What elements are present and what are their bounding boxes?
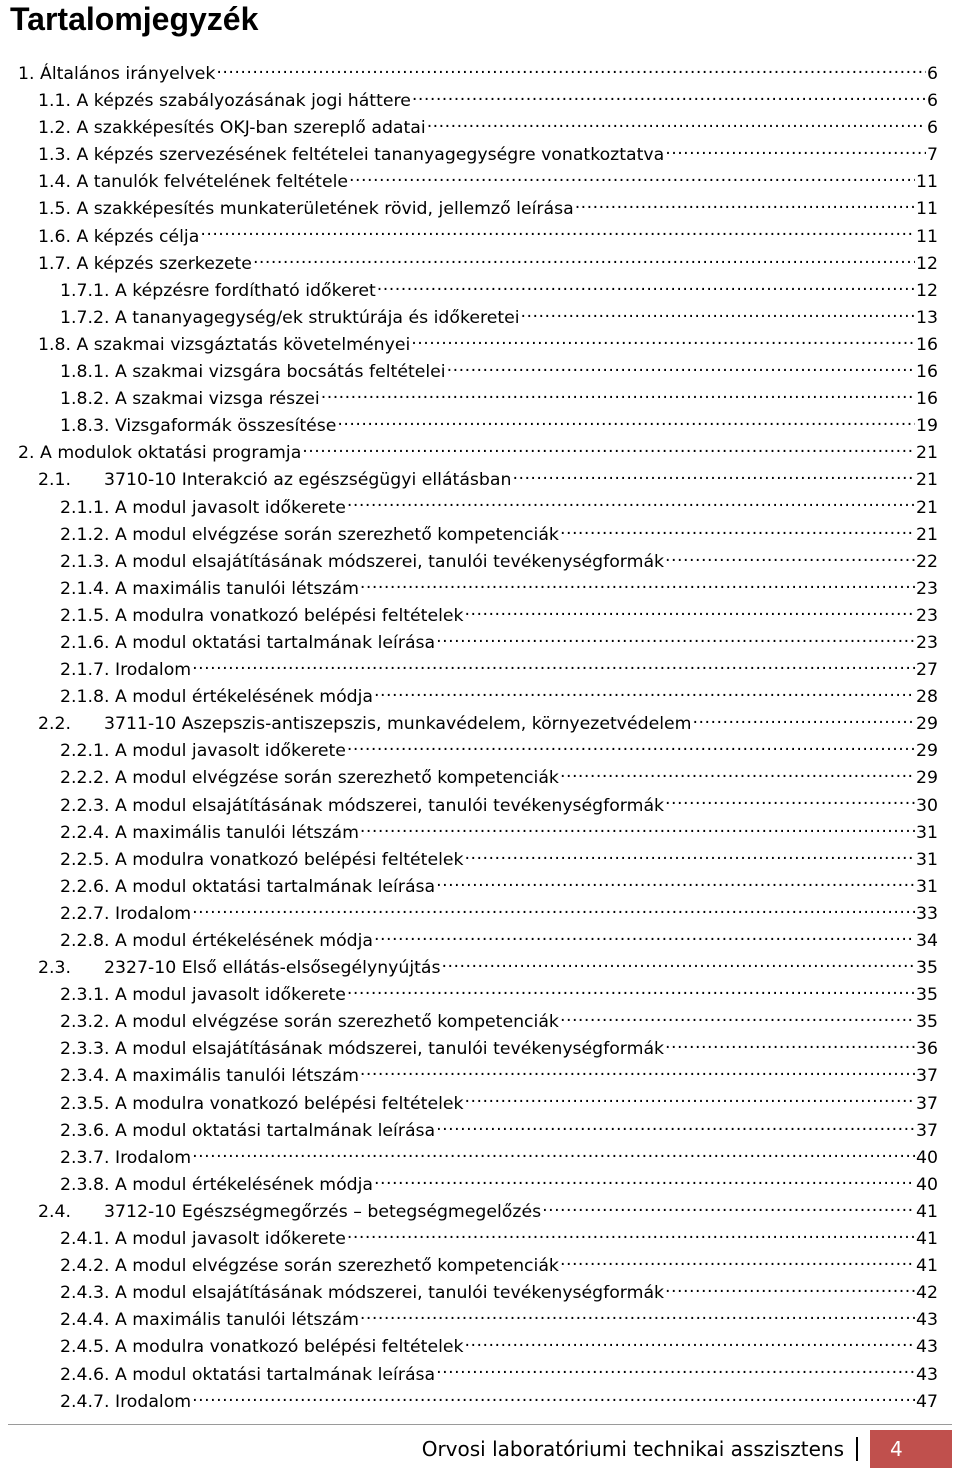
toc-entry-number: 1.8.3. — [60, 416, 110, 437]
toc-entry[interactable] — [0, 1145, 960, 1172]
toc-entry-title: A modul elsajátításának módszerei, tanulói tevékenységformák — [114, 795, 665, 816]
toc-entry-title: A képzés szerkezete — [76, 253, 252, 274]
toc-entry-number: 1.7.1. — [60, 280, 110, 301]
toc-entry-title: A szakmai vizsga részei — [114, 389, 320, 410]
toc-entry-number: 2.2.7. — [60, 903, 110, 924]
toc-entry-page: 29 — [916, 768, 938, 789]
toc-entry-page: 6 — [927, 64, 938, 84]
toc-entry-page: 23 — [916, 578, 938, 599]
toc-entry-title: A szakképesítés munkaterületének rövid, jellemző leírása — [76, 199, 574, 220]
toc-entry-page: 22 — [916, 551, 938, 572]
toc-entry[interactable] — [0, 413, 960, 440]
toc-entry-number: 1.4. — [38, 172, 71, 193]
toc-entry-page: 7 — [927, 145, 938, 166]
toc-entry-page: 43 — [916, 1337, 938, 1358]
toc-dot-leader — [192, 1389, 915, 1406]
toc-entry-title: A maximális tanulói létszám — [114, 578, 359, 599]
toc-entry-number: 1.3. — [38, 145, 71, 166]
toc-entry-title: A képzésre fordítható időkeret — [114, 280, 376, 301]
toc-entry-number: 2. — [18, 443, 35, 464]
toc-entry-page: 16 — [916, 362, 938, 383]
toc-entry-number: 2.4.2. — [60, 1256, 110, 1277]
toc-entry-page: 42 — [916, 1283, 938, 1304]
toc-entry-page: 41 — [916, 1229, 938, 1250]
toc-dot-leader — [665, 1037, 915, 1054]
toc-entry-page: 40 — [916, 1147, 938, 1168]
toc-entry[interactable] — [0, 603, 960, 630]
toc-entry-title: A modul értékelésének módja — [114, 687, 373, 708]
toc-dot-leader — [360, 1064, 915, 1081]
toc-entry-page: 30 — [916, 795, 938, 816]
toc-entry-number: 1.8. — [38, 334, 71, 355]
toc-entry-page: 21 — [916, 497, 938, 518]
toc-entry-number: 2.2.1. — [60, 741, 110, 762]
footer-separator — [856, 1437, 858, 1461]
toc-entry-number: 2.1.1. — [60, 497, 110, 518]
toc-entry-number: 1.2. — [38, 118, 71, 139]
toc-entry-number: 2.4.5. — [60, 1337, 110, 1358]
toc-dot-leader — [321, 387, 915, 404]
footer-divider — [8, 1424, 952, 1425]
toc-entry-title: A modul elvégzése során szerezhető kompetenciák — [114, 1012, 559, 1033]
toc-entry-number: 2.1. — [38, 470, 71, 491]
toc-entry[interactable] — [0, 576, 960, 603]
toc-entry-title: A képzés szervezésének feltételei tananyagegységre vonatkoztatva — [76, 145, 665, 166]
toc-entry-title: A modul elvégzése során szerezhető kompetenciák — [114, 768, 559, 789]
toc-entry-title: Vizsgaformák összesítése — [114, 416, 337, 437]
toc-entry-page: 21 — [916, 443, 938, 464]
toc-entry-title: A modul elsajátításának módszerei, tanulói tevékenységformák — [114, 1283, 665, 1304]
toc-entry-title: A szakképesítés OKJ-ban szereplő adatai — [76, 118, 426, 139]
toc-entry[interactable] — [0, 820, 960, 847]
toc-entry-title: 3711-10 Aszepszis-antiszepszis, munkavédelem, környezetvédelem — [104, 714, 692, 735]
toc-entry-page: 28 — [916, 687, 938, 708]
toc-entry-page: 31 — [916, 849, 938, 870]
toc-entry-title: A maximális tanulói létszám — [114, 822, 359, 843]
toc-dot-leader — [377, 278, 915, 295]
toc-entry[interactable] — [0, 278, 960, 305]
toc-entry[interactable] — [0, 657, 960, 684]
toc-dot-leader — [253, 251, 915, 268]
toc-entry-title: A tanulók felvételének feltétele — [76, 172, 349, 193]
toc-entry-page: 12 — [916, 280, 938, 301]
toc-entry-page: 35 — [916, 985, 938, 1006]
toc-entry[interactable] — [0, 928, 960, 955]
toc-dot-leader — [216, 62, 926, 79]
toc-entry-number: 2.4.3. — [60, 1283, 110, 1304]
toc-entry[interactable] — [0, 765, 960, 792]
toc-entry-title: A modul javasolt időkerete — [114, 741, 346, 762]
toc-entry[interactable] — [0, 1063, 960, 1090]
toc-entry-title: A modul elsajátításának módszerei, tanulói tevékenységformák — [114, 551, 665, 572]
toc-dot-leader — [374, 685, 915, 702]
toc-entry[interactable] — [0, 142, 960, 169]
toc-entry-title: A maximális tanulói létszám — [114, 1066, 359, 1087]
toc-entry-number: 2.4.6. — [60, 1364, 110, 1385]
footer-document-title: Orvosi laboratóriumi technikai asszisztens — [421, 1437, 844, 1461]
toc-entry-page: 40 — [916, 1174, 938, 1195]
toc-entry-title: A szakmai vizsgára bocsátás feltételei — [114, 362, 446, 383]
toc-dot-leader — [560, 1010, 915, 1027]
toc-entry-number: 2.1.2. — [60, 524, 110, 545]
toc-entry-page: 31 — [916, 876, 938, 897]
toc-dot-leader — [192, 658, 915, 675]
toc-entry-number: 2.3.7. — [60, 1147, 110, 1168]
toc-dot-leader — [412, 89, 926, 106]
toc-dot-leader — [436, 1118, 915, 1135]
toc-entry-title: A modul javasolt időkerete — [114, 1229, 346, 1250]
toc-entry-page: 16 — [916, 389, 938, 410]
toc-dot-leader — [560, 766, 915, 783]
toc-entry-number: 2.1.6. — [60, 632, 110, 653]
toc-entry[interactable] — [0, 305, 960, 332]
toc-entry[interactable] — [0, 224, 960, 251]
toc-entry-title: Irodalom — [114, 1391, 192, 1412]
toc-entry-number: 2.2. — [38, 714, 71, 735]
toc-entry[interactable] — [0, 1009, 960, 1036]
toc-entry[interactable] — [0, 1118, 960, 1145]
toc-entry-page: 47 — [916, 1391, 938, 1412]
toc-entry-page: 37 — [916, 1093, 938, 1114]
toc-entry-title: A modul értékelésének módja — [114, 931, 373, 951]
toc-entry-number: 2.2.6. — [60, 876, 110, 897]
toc-dot-leader — [665, 793, 915, 810]
toc-entry[interactable] — [0, 982, 960, 1009]
toc-entry-title: A maximális tanulói létszám — [114, 1310, 359, 1331]
toc-entry-title: A tananyagegység/ek struktúrája és időkeretei — [114, 307, 520, 328]
toc-dot-leader — [575, 197, 915, 214]
toc-dot-leader — [521, 306, 915, 323]
toc-dot-leader — [192, 902, 915, 919]
toc-entry[interactable] — [0, 1199, 960, 1226]
toc-entry-title: A modulra vonatkozó belépési feltételek — [114, 849, 464, 870]
toc-dot-leader — [512, 468, 915, 485]
toc-entry[interactable] — [0, 332, 960, 359]
toc-entry[interactable] — [0, 1253, 960, 1280]
toc-entry-number: 2.1.8. — [60, 687, 110, 708]
toc-entry-page: 37 — [916, 1066, 938, 1087]
toc-dot-leader — [360, 1308, 915, 1325]
toc-entry-page: 27 — [916, 660, 938, 681]
toc-dot-leader — [347, 1227, 915, 1244]
toc-entry[interactable] — [0, 901, 960, 928]
toc-dot-leader — [374, 1173, 915, 1190]
toc-dot-leader — [560, 1254, 915, 1271]
toc-entry[interactable] — [0, 630, 960, 657]
toc-dot-leader — [442, 956, 916, 973]
toc-entry[interactable] — [0, 115, 960, 142]
toc-entry-number: 2.3.5. — [60, 1093, 110, 1114]
toc-entry[interactable] — [0, 684, 960, 711]
toc-entry-page: 35 — [916, 1012, 938, 1033]
toc-entry-page: 35 — [916, 958, 938, 979]
toc-entry-title: A modulok oktatási programja — [40, 443, 302, 464]
toc-entry-title: A modul oktatási tartalmának leírása — [114, 876, 436, 897]
toc-dot-leader — [693, 712, 915, 729]
toc-entry-page: 6 — [927, 118, 938, 139]
toc-dot-leader — [337, 414, 915, 431]
toc-entry[interactable] — [0, 522, 960, 549]
toc-entry-page: 23 — [916, 605, 938, 626]
toc-entry[interactable] — [0, 495, 960, 522]
toc-entry-title: A modulra vonatkozó belépési feltételek — [114, 605, 464, 626]
toc-entry-title: A modul oktatási tartalmának leírása — [114, 1364, 436, 1385]
toc-entry[interactable] — [0, 738, 960, 765]
toc-entry-page: 29 — [916, 714, 938, 735]
toc-entry-title: A képzés szabályozásának jogi háttere — [76, 91, 411, 112]
toc-entry-page: 12 — [916, 253, 938, 274]
toc-entry-number: 2.2.5. — [60, 849, 110, 870]
toc-entry-title: A modul oktatási tartalmának leírása — [114, 1120, 436, 1141]
toc-entry-title: A modul oktatási tartalmának leírása — [114, 632, 436, 653]
toc-entry-number: 2.3.3. — [60, 1039, 110, 1060]
toc-entry[interactable] — [0, 847, 960, 874]
toc-entry-page: 29 — [916, 741, 938, 762]
toc-entry-page: 21 — [916, 524, 938, 545]
toc-entry[interactable] — [0, 359, 960, 386]
toc-entry-page: 33 — [916, 903, 938, 924]
toc-entry-title: 3712-10 Egészségmegőrzés – betegségmegelőzés — [104, 1201, 542, 1222]
toc-dot-leader — [542, 1200, 915, 1217]
toc-dot-leader — [436, 1362, 915, 1379]
toc-entry-page: 41 — [916, 1256, 938, 1277]
toc-entry-title: Irodalom — [114, 660, 192, 681]
toc-dot-leader — [427, 116, 926, 133]
toc-entry[interactable] — [0, 1362, 960, 1389]
toc-entry-page: 13 — [916, 307, 938, 328]
toc-entry-title: A modul elvégzése során szerezhető kompetenciák — [114, 524, 559, 545]
toc-entry[interactable] — [0, 386, 960, 413]
toc-dot-leader — [347, 495, 915, 512]
toc-entry[interactable] — [0, 440, 960, 467]
toc-entry-title: A modul elvégzése során szerezhető kompetenciák — [114, 1256, 559, 1277]
toc-entry-number: 2.1.4. — [60, 578, 110, 599]
toc-entry[interactable] — [0, 793, 960, 820]
toc-entry[interactable] — [0, 711, 960, 738]
toc-entry-title: A modulra vonatkozó belépési feltételek — [114, 1093, 464, 1114]
toc-entry-number: 2.1.3. — [60, 551, 110, 572]
toc-dot-leader — [665, 549, 915, 566]
toc-entry[interactable] — [0, 1334, 960, 1361]
toc-entry-page: 11 — [916, 226, 938, 247]
toc-entry-title: A modul elsajátításának módszerei, tanulói tevékenységformák — [114, 1039, 665, 1060]
toc-entry[interactable] — [0, 1172, 960, 1199]
toc-entry-title: 2327-10 Első ellátás-elsősegélynyújtás — [104, 958, 441, 979]
toc-entry-page: 11 — [916, 199, 938, 220]
toc-entry-number: 1.5. — [38, 199, 71, 220]
toc-entry-title: A képzés célja — [76, 226, 200, 247]
toc-entry-number: 2.1.7. — [60, 660, 110, 681]
toc-entry-page: 36 — [916, 1039, 938, 1060]
toc-dot-leader — [360, 576, 915, 593]
toc-entry-title: A modulra vonatkozó belépési feltételek — [114, 1337, 464, 1358]
toc-dot-leader — [665, 1281, 915, 1298]
toc-dot-leader — [347, 983, 915, 1000]
toc-entry[interactable] — [0, 1226, 960, 1253]
toc-entry[interactable] — [0, 955, 960, 982]
toc-entry-number: 2.1.5. — [60, 605, 110, 626]
toc-dot-leader — [436, 875, 915, 892]
toc-dot-leader — [374, 929, 915, 946]
toc-entry[interactable] — [0, 1036, 960, 1063]
toc-entry-number: 2.3.4. — [60, 1066, 110, 1087]
toc-dot-leader — [465, 1091, 915, 1108]
toc-dot-leader — [349, 170, 915, 187]
toc-entry-number: 1.7.2. — [60, 307, 110, 328]
toc-entry-page: 11 — [916, 172, 938, 193]
toc-entry-number: 1. — [18, 64, 35, 84]
toc-entry-page: 23 — [916, 632, 938, 653]
toc-dot-leader — [465, 1335, 915, 1352]
toc-entry-number: 2.3.1. — [60, 985, 110, 1006]
page-footer — [422, 1430, 952, 1468]
toc-dot-leader — [447, 360, 915, 377]
toc-entry-title: A modul értékelésének módja — [114, 1174, 373, 1195]
toc-entry[interactable] — [0, 1091, 960, 1118]
toc-entry[interactable] — [0, 874, 960, 901]
toc-entry-page: 6 — [927, 91, 938, 112]
toc-entry-page: 37 — [916, 1120, 938, 1141]
toc-dot-leader — [360, 820, 915, 837]
toc-entry-number: 2.3. — [38, 958, 71, 979]
toc-entry-number: 2.2.3. — [60, 795, 110, 816]
toc-dot-leader — [411, 333, 915, 350]
toc-entry-title: Irodalom — [114, 1147, 192, 1168]
toc-entry-page: 43 — [916, 1310, 938, 1331]
toc-entry-number: 2.3.2. — [60, 1012, 110, 1033]
toc-entry-number: 1.1. — [38, 91, 71, 112]
toc-entry-title: Általános irányelvek — [40, 64, 216, 84]
toc-entry[interactable] — [0, 549, 960, 576]
toc-entry-page: 19 — [916, 416, 938, 437]
toc-entry-title: A modul javasolt időkerete — [114, 497, 346, 518]
toc-entry[interactable] — [0, 251, 960, 278]
toc-entry-number: 1.8.1. — [60, 362, 110, 383]
toc-entry-number: 2.2.4. — [60, 822, 110, 843]
toc-entry-number: 2.2.8. — [60, 931, 110, 951]
toc-entry-number: 2.4.1. — [60, 1229, 110, 1250]
toc-dot-leader — [302, 441, 915, 458]
toc-dot-leader — [192, 1145, 915, 1162]
toc-entry-number: 1.8.2. — [60, 389, 110, 410]
toc-dot-leader — [347, 739, 915, 756]
toc-entry-page: 34 — [916, 931, 938, 951]
page-title: Tartalomjegyzék — [10, 1, 259, 37]
toc-dot-leader — [560, 522, 915, 539]
toc-dot-leader — [465, 604, 915, 621]
toc-entry-number: 1.6. — [38, 226, 71, 247]
toc-entry-page: 21 — [916, 470, 938, 491]
toc-entry-page: 43 — [916, 1364, 938, 1385]
toc-entry-title: 3710-10 Interakció az egészségügyi ellátásban — [104, 470, 512, 491]
toc-entry-page: 16 — [916, 334, 938, 355]
toc-entry[interactable] — [0, 1307, 960, 1334]
toc-entry-number: 2.3.8. — [60, 1174, 110, 1195]
toc-entry-page: 41 — [916, 1201, 938, 1222]
toc-entry-number: 2.4. — [38, 1201, 71, 1222]
toc-entry[interactable] — [0, 196, 960, 223]
toc-entry[interactable] — [0, 1280, 960, 1307]
toc-entry[interactable] — [0, 1389, 960, 1416]
toc-entry-number: 2.4.7. — [60, 1391, 110, 1412]
toc-entry[interactable] — [0, 169, 960, 196]
footer-page-number: 4 — [870, 1430, 952, 1468]
toc-entry[interactable] — [0, 61, 960, 88]
toc-entry[interactable] — [0, 88, 960, 115]
toc-entry-title: Irodalom — [114, 903, 192, 924]
toc-dot-leader — [200, 224, 915, 241]
toc-dot-leader — [665, 143, 926, 160]
toc-entry-title: A szakmai vizsgáztatás követelményei — [76, 334, 411, 355]
toc-dot-leader — [465, 847, 915, 864]
toc-entry-page: 31 — [916, 822, 938, 843]
toc-entry-number: 2.2.2. — [60, 768, 110, 789]
toc-entry-title: A modul javasolt időkerete — [114, 985, 346, 1006]
toc-entry-number: 2.4.4. — [60, 1310, 110, 1331]
table-of-contents — [0, 61, 960, 1416]
toc-entry-number: 2.3.6. — [60, 1120, 110, 1141]
toc-entry-number: 1.7. — [38, 253, 71, 274]
toc-entry[interactable] — [0, 467, 960, 494]
toc-dot-leader — [436, 631, 915, 648]
